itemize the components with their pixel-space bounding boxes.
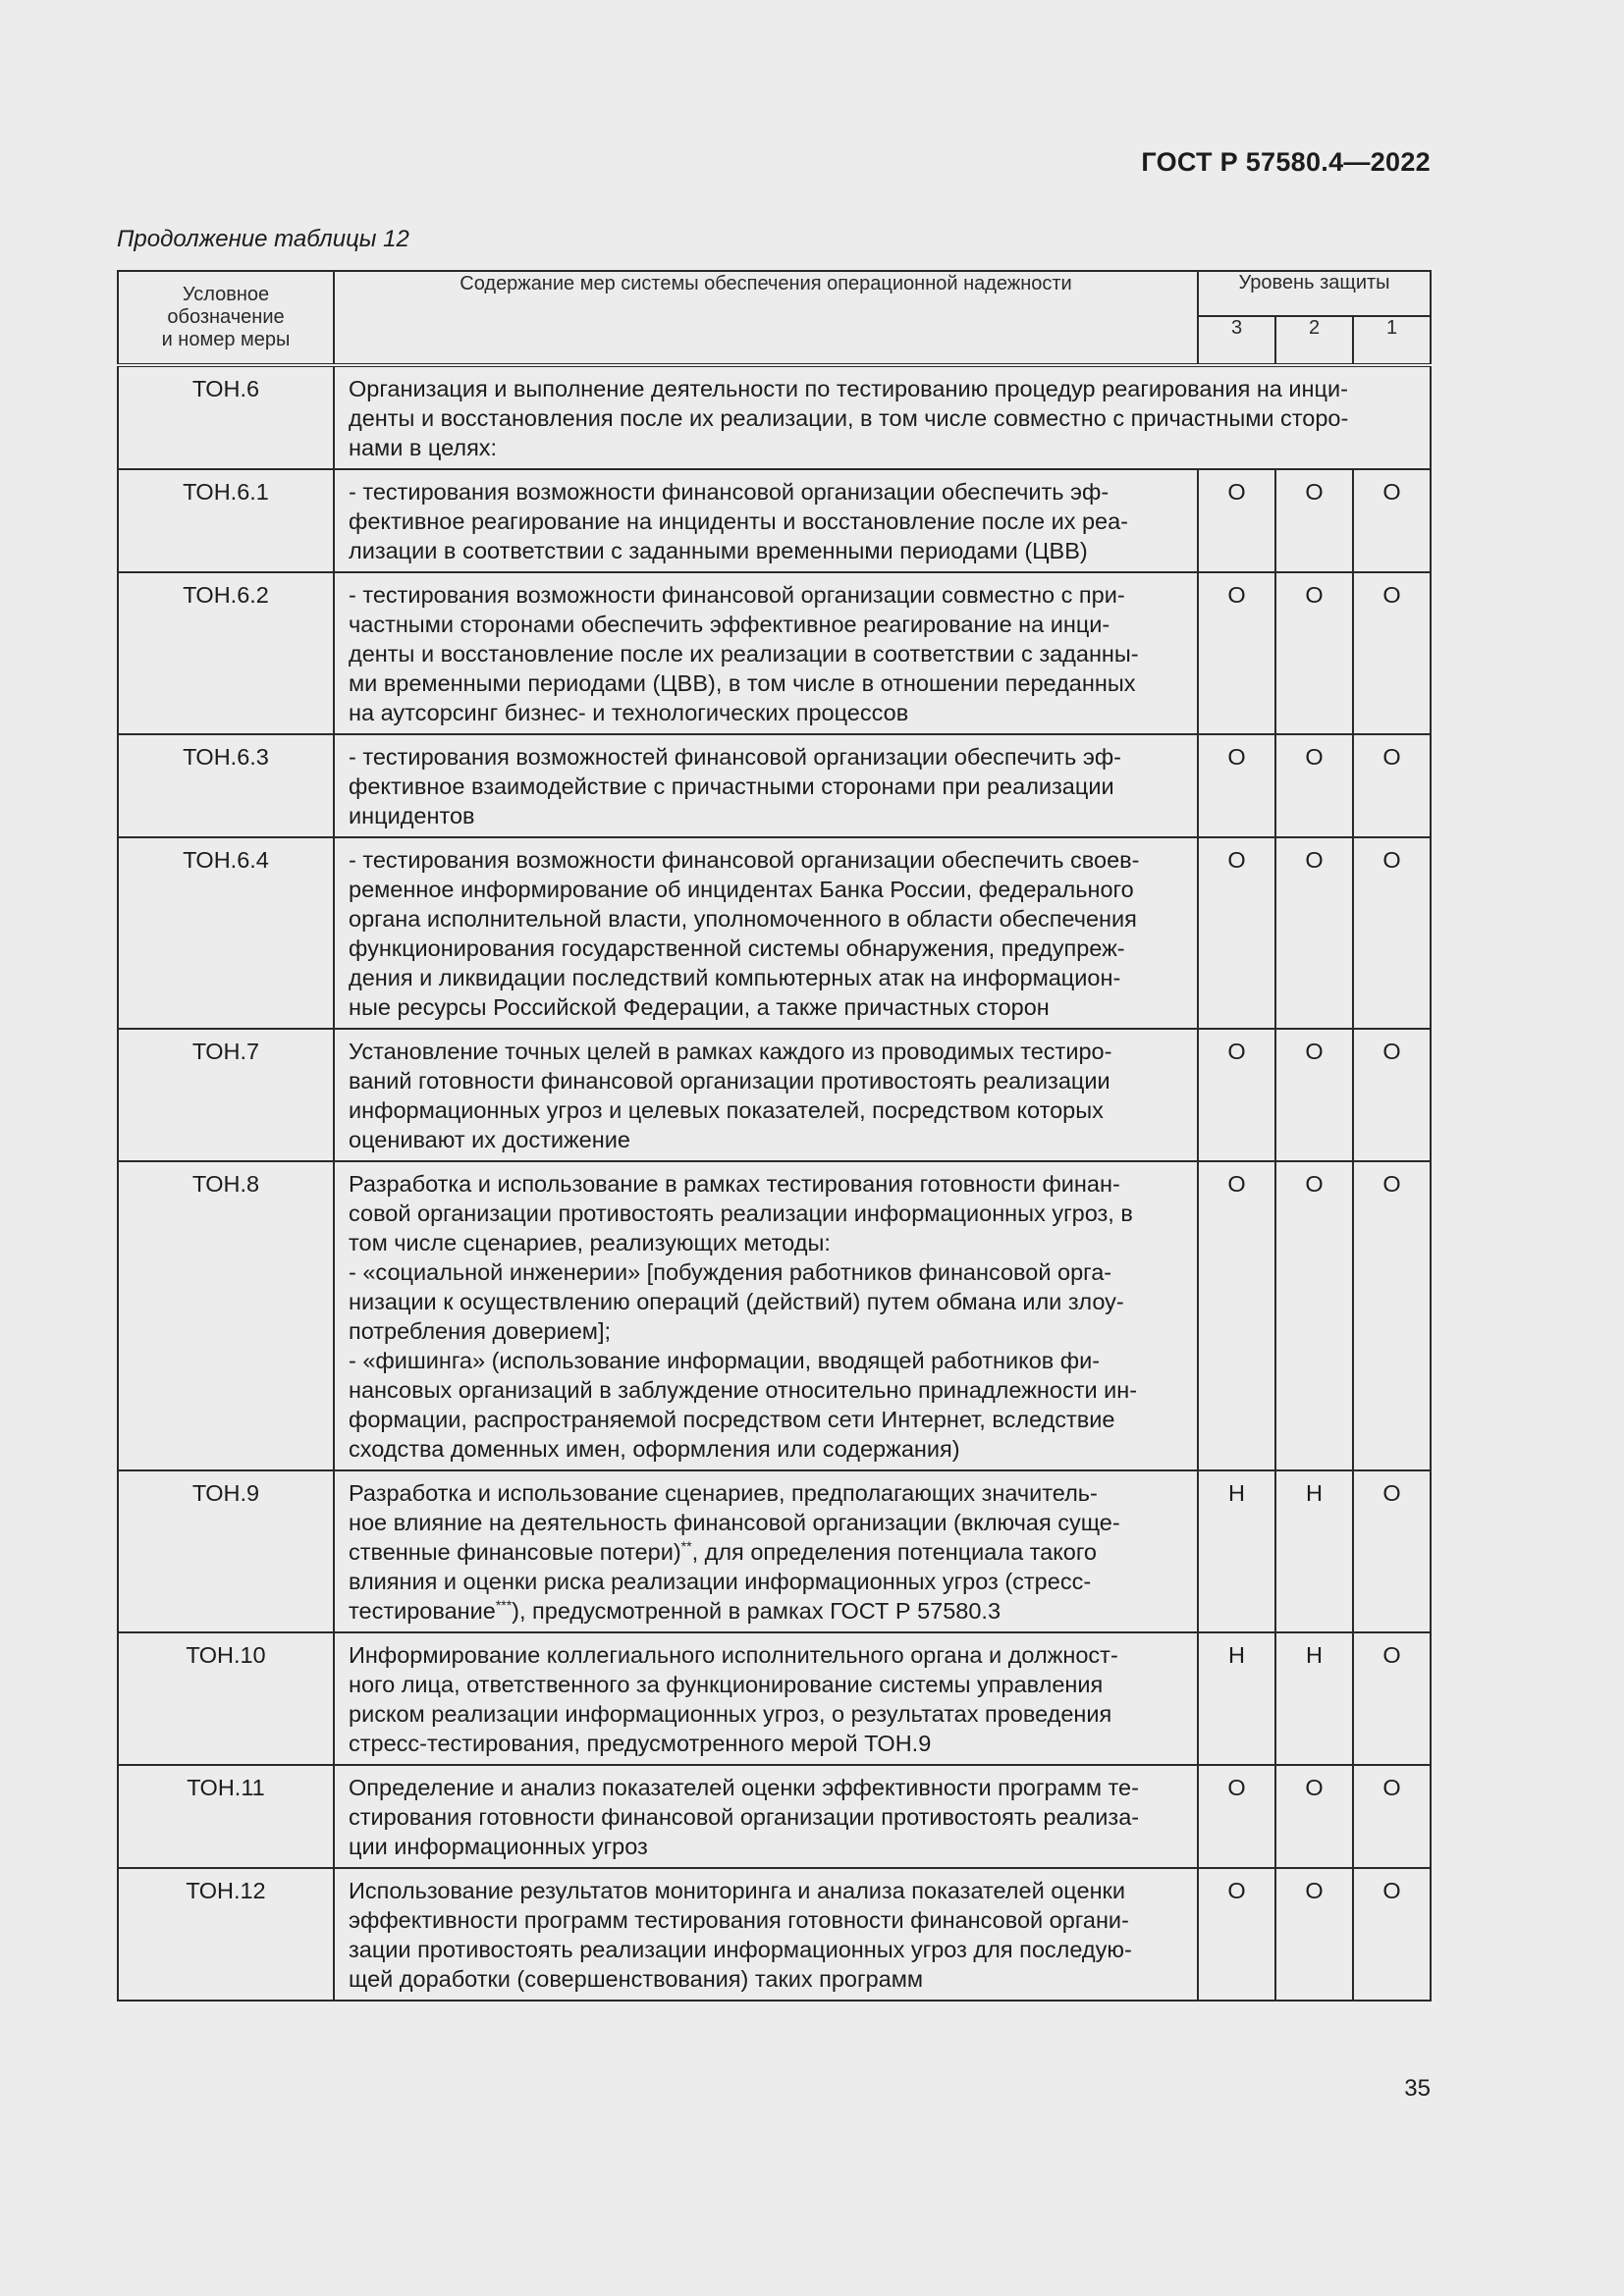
measure-content-line: риском реализации информационных угроз, о результатах проведения <box>349 1701 1112 1727</box>
measure-content-line: органа исполнительной власти, уполномоченного в области обеспечения <box>349 906 1137 932</box>
level-1-value: О <box>1353 1029 1431 1161</box>
measure-content-line: дения и ликвидации последствий компьютерных атак на информацион- <box>349 965 1121 990</box>
measure-content-line: - «социальной инженерии» [побуждения работников финансовой орга- <box>349 1259 1112 1285</box>
table-row <box>118 734 1431 837</box>
measure-content-line: ременное информирование об инцидентах Банка России, федерального <box>349 877 1134 902</box>
measure-content-line: фективное взаимодействие с причастными сторонами при реализации <box>349 774 1114 799</box>
measure-code: ТОН.9 <box>118 1470 334 1632</box>
level-3-value: Н <box>1198 1632 1275 1765</box>
measure-content <box>334 1632 1198 1765</box>
measure-content-line: денты и восстановления после их реализации, в том числе совместно с причастными сторо- <box>349 405 1349 431</box>
measure-content-line: ственные финансовые потери)**, для определения потенциала такого <box>349 1538 1097 1565</box>
measure-content-line: тестирование***), предусмотренной в рамках ГОСТ Р 57580.3 <box>349 1597 1001 1624</box>
measure-code: ТОН.10 <box>118 1632 334 1765</box>
table-caption: Продолжение таблицы 12 <box>117 226 409 252</box>
measure-content-line: инцидентов <box>349 803 475 828</box>
measure-content <box>334 1868 1198 2001</box>
measure-content-line: Определение и анализ показателей оценки эффективности программ те- <box>349 1775 1139 1800</box>
measure-code: ТОН.6.2 <box>118 572 334 734</box>
measure-code: ТОН.12 <box>118 1868 334 2001</box>
measure-content-line: ми временными периодами (ЦВВ), в том числе в отношении переданных <box>349 670 1136 696</box>
measure-content-line: Разработка и использование в рамках тестирования готовности финан- <box>349 1171 1120 1197</box>
header-code <box>118 271 334 365</box>
level-2-value: О <box>1275 734 1353 837</box>
level-3-value: О <box>1198 1029 1275 1161</box>
measure-content-line: денты и восстановление после их реализации в соответствии с заданны- <box>349 641 1139 667</box>
table-row <box>118 1161 1431 1470</box>
measure-content-line: Организация и выполнение деятельности по тестированию процедур реагирования на инци- <box>349 376 1348 401</box>
header-level-1: 1 <box>1353 316 1431 365</box>
measure-code: ТОН.6 <box>118 365 334 469</box>
measure-content <box>334 1029 1198 1161</box>
measure-content-line: Установление точных целей в рамках каждого из проводимых тестиро- <box>349 1039 1112 1064</box>
level-1-value: О <box>1353 837 1431 1029</box>
table-row <box>118 1868 1431 2001</box>
measure-content-line: том числе сценариев, реализующих методы: <box>349 1230 831 1255</box>
level-2-value: Н <box>1275 1470 1353 1632</box>
measure-content-line: ное влияние на деятельность финансовой организации (включая суще- <box>349 1510 1120 1535</box>
measure-content <box>334 1470 1198 1632</box>
level-3-value: О <box>1198 1868 1275 2001</box>
level-1-value: О <box>1353 1868 1431 2001</box>
measure-content-line: эффективности программ тестирования готовности финансовой органи- <box>349 1907 1129 1933</box>
measure-content-line: - «фишинга» (использование информации, вводящей работников фи- <box>349 1348 1101 1373</box>
level-2-value: О <box>1275 1029 1353 1161</box>
level-3-value: О <box>1198 469 1275 572</box>
header-level-2: 2 <box>1275 316 1353 365</box>
measure-content <box>334 734 1198 837</box>
level-3-value: О <box>1198 1161 1275 1470</box>
level-1-value: О <box>1353 1470 1431 1632</box>
table-row <box>118 1765 1431 1868</box>
table-row <box>118 572 1431 734</box>
measure-content-line: - тестирования возможности финансовой организации обеспечить своев- <box>349 847 1140 873</box>
measure-content-line: стирования готовности финансовой организации противостоять реализа- <box>349 1804 1140 1830</box>
level-1-value: О <box>1353 469 1431 572</box>
measure-content-line: оценивают их достижение <box>349 1127 630 1152</box>
table-row <box>118 837 1431 1029</box>
measure-content-line: ные ресурсы Российской Федерации, а также причастных сторон <box>349 994 1050 1020</box>
level-2-value: О <box>1275 1161 1353 1470</box>
level-1-value: О <box>1353 1632 1431 1765</box>
level-2-value: О <box>1275 469 1353 572</box>
table-row <box>118 1470 1431 1632</box>
measure-content <box>334 365 1431 469</box>
level-2-value: О <box>1275 837 1353 1029</box>
header-protection-level: Уровень защиты <box>1198 271 1431 316</box>
level-2-value: О <box>1275 1765 1353 1868</box>
measure-content-line: фективное реагирование на инциденты и восстановление после их реа- <box>349 508 1129 534</box>
measure-content-line: - тестирования возможностей финансовой организации обеспечить эф- <box>349 744 1121 770</box>
level-3-value: О <box>1198 572 1275 734</box>
measure-content-line: информационных угроз и целевых показателей, посредством которых <box>349 1097 1104 1123</box>
measure-code: ТОН.6.3 <box>118 734 334 837</box>
header-level-3: 3 <box>1198 316 1275 365</box>
table-body <box>118 365 1431 2001</box>
level-1-value: О <box>1353 1161 1431 1470</box>
document-code: ГОСТ Р 57580.4—2022 <box>1141 147 1431 177</box>
header-code-line: Условное <box>182 284 270 305</box>
measure-content-line: потребления доверием]; <box>349 1318 612 1344</box>
measure-content-line: функционирования государственной системы обнаружения, предупреж- <box>349 935 1125 961</box>
level-1-value: О <box>1353 1765 1431 1868</box>
measure-content <box>334 1161 1198 1470</box>
measure-content-line: нансовых организаций в заблуждение относительно принадлежности ин- <box>349 1377 1138 1403</box>
measure-content-line: на аутсорсинг бизнес- и технологических процессов <box>349 700 909 725</box>
level-3-value: О <box>1198 734 1275 837</box>
measure-content-line: Использование результатов мониторинга и анализа показателей оценки <box>349 1878 1125 1903</box>
measure-content-line: щей доработки (совершенствования) таких программ <box>349 1966 924 1992</box>
measure-content-line: частными сторонами обеспечить эффективное реагирование на инци- <box>349 612 1110 637</box>
measure-content-line: совой организации противостоять реализации информационных угроз, в <box>349 1201 1133 1226</box>
measure-content-line: формации, распространяемой посредством сети Интернет, вследствие <box>349 1407 1115 1432</box>
level-3-value: О <box>1198 837 1275 1029</box>
table-row <box>118 469 1431 572</box>
table-row <box>118 1632 1431 1765</box>
measure-code: ТОН.8 <box>118 1161 334 1470</box>
measure-content-line: лизации в соответствии с заданными временными периодами (ЦВВ) <box>349 538 1088 563</box>
level-2-value: Н <box>1275 1632 1353 1765</box>
measures-table <box>117 270 1432 2002</box>
measure-content-line: сходства доменных имен, оформления или содержания) <box>349 1436 960 1462</box>
measure-code: ТОН.7 <box>118 1029 334 1161</box>
measure-code: ТОН.11 <box>118 1765 334 1868</box>
measure-content <box>334 837 1198 1029</box>
level-2-value: О <box>1275 1868 1353 2001</box>
measure-content-line: ции информационных угроз <box>349 1834 648 1859</box>
measure-code: ТОН.6.1 <box>118 469 334 572</box>
measure-content-line: нами в целях: <box>349 435 498 460</box>
table-header <box>118 271 1431 365</box>
measure-content-line: Разработка и использование сценариев, предполагающих значитель- <box>349 1480 1098 1506</box>
measure-content-line: влияния и оценки риска реализации информационных угроз (стресс- <box>349 1569 1092 1594</box>
level-3-value: Н <box>1198 1470 1275 1632</box>
measure-content-line: ного лица, ответственного за функционирование системы управления <box>349 1672 1104 1697</box>
level-1-value: О <box>1353 734 1431 837</box>
measure-content-line: - тестирования возможности финансовой организации совместно с при- <box>349 582 1125 608</box>
level-1-value: О <box>1353 572 1431 734</box>
page-number: 35 <box>1404 2075 1431 2102</box>
measure-content <box>334 1765 1198 1868</box>
measure-content <box>334 469 1198 572</box>
measure-code: ТОН.6.4 <box>118 837 334 1029</box>
measure-content-line: стресс-тестирования, предусмотренного мерой ТОН.9 <box>349 1731 932 1756</box>
measure-content-line: зации противостоять реализации информационных угроз для последую- <box>349 1937 1132 1962</box>
measure-content-line: Информирование коллегиального исполнительного органа и должност- <box>349 1642 1118 1668</box>
measure-content-line: ваний готовности финансовой организации противостоять реализации <box>349 1068 1110 1094</box>
measure-content-line: - тестирования возможности финансовой организации обеспечить эф- <box>349 479 1110 505</box>
header-content: Содержание мер системы обеспечения операционной надежности <box>334 271 1198 365</box>
table-row <box>118 365 1431 469</box>
measure-content <box>334 572 1198 734</box>
table-row <box>118 1029 1431 1161</box>
measure-content-line: низации к осуществлению операций (действий) путем обмана или злоу- <box>349 1289 1124 1314</box>
header-code-line: и номер меры <box>161 329 291 350</box>
level-3-value: О <box>1198 1765 1275 1868</box>
level-2-value: О <box>1275 572 1353 734</box>
header-code-line: обозначение <box>167 306 285 328</box>
